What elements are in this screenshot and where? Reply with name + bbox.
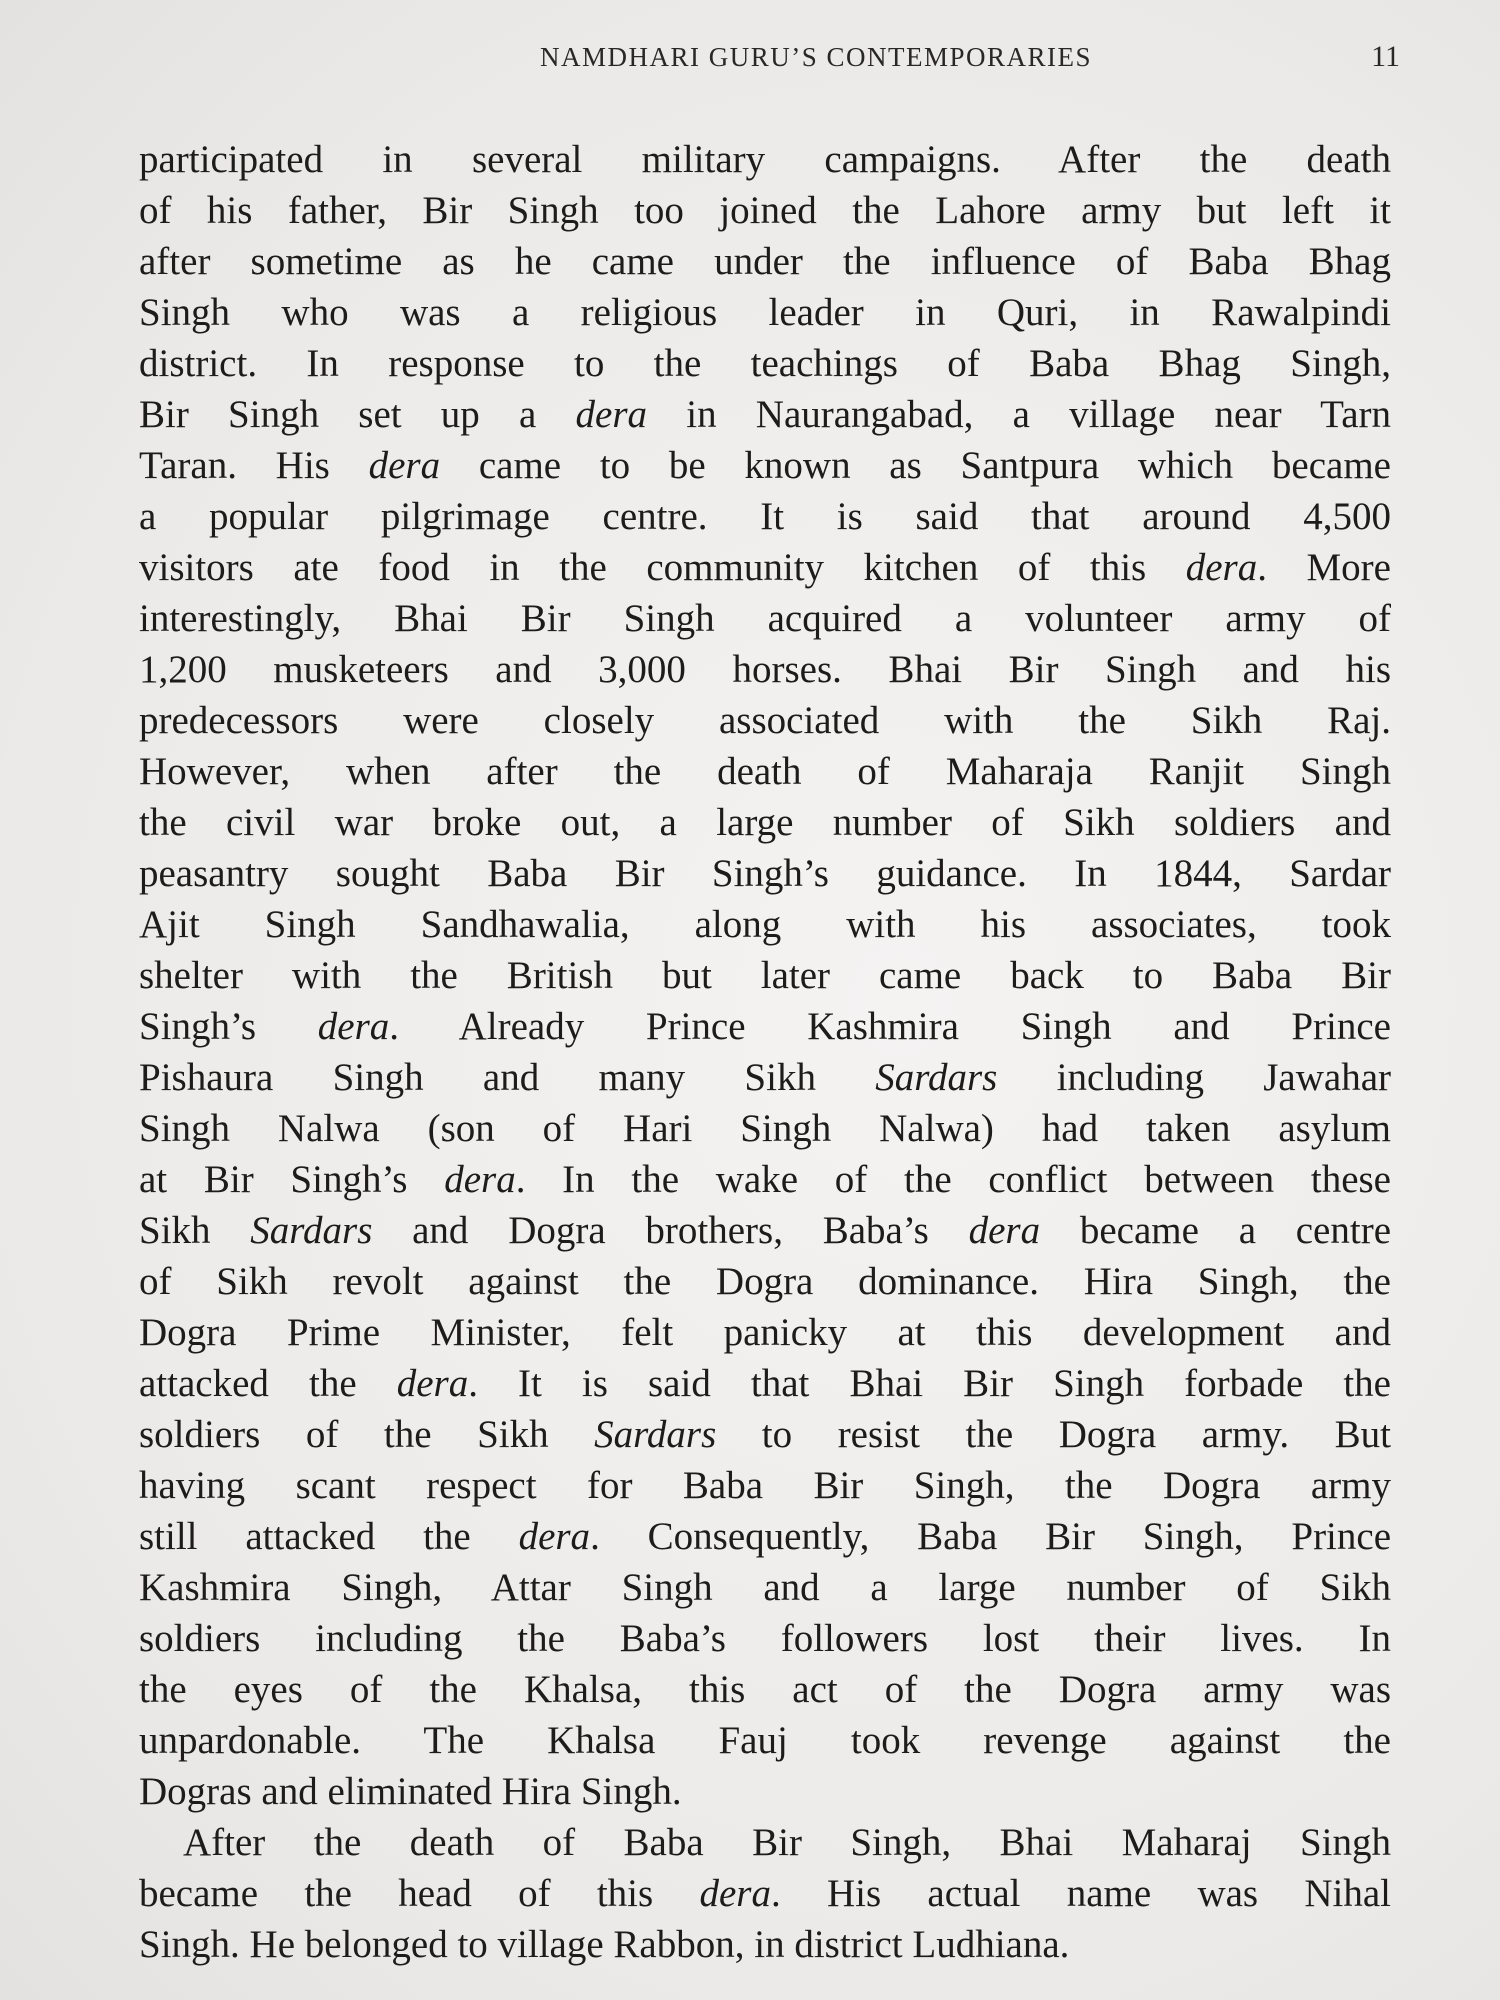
- text-line: [139, 1409, 1391, 1460]
- text-line: [139, 542, 1391, 593]
- text-run: Ajit Singh Sandhawalia, along with his associates, took: [139, 903, 1391, 946]
- italic-term: dera: [396, 1362, 469, 1405]
- italic-term: dera: [518, 1515, 591, 1558]
- text-run: after sometime as he came under the influence of Baba Bhag: [139, 240, 1391, 283]
- text-run: . It is said that Bhai Bir Singh forbade the: [468, 1362, 1391, 1405]
- text-line: [139, 185, 1391, 236]
- text-line: [139, 1205, 1391, 1256]
- text-line: [139, 1256, 1391, 1307]
- italic-term: dera: [368, 444, 441, 487]
- text-run: Kashmira Singh, Attar Singh and a large number of Sikh: [139, 1566, 1391, 1609]
- text-run: . Already Prince Kashmira Singh and Prince: [389, 1005, 1391, 1048]
- page-number: 11: [1371, 40, 1400, 73]
- text-line: [139, 950, 1391, 1001]
- body-text: [139, 134, 1391, 1970]
- italic-term: dera: [968, 1209, 1041, 1252]
- text-line: [139, 491, 1391, 542]
- text-run: Pishaura Singh and many Sikh: [139, 1056, 876, 1099]
- text-run: including Jawahar: [997, 1056, 1391, 1099]
- text-run: became the head of this: [139, 1872, 700, 1915]
- text-line: [139, 1562, 1391, 1613]
- text-line: [139, 644, 1391, 695]
- text-run: district. In response to the teachings of Baba Bhag Singh,: [139, 342, 1391, 385]
- running-head: [540, 42, 1400, 82]
- text-run: the eyes of the Khalsa, this act of the Dogra army was: [139, 1668, 1391, 1711]
- text-line: [139, 440, 1391, 491]
- italic-term: dera: [699, 1872, 771, 1915]
- text-run: attacked the: [139, 1362, 397, 1405]
- text-run: . In the wake of the conflict between these: [515, 1158, 1391, 1201]
- text-line: [139, 338, 1391, 389]
- text-run: Singh Nalwa (son of Hari Singh Nalwa) had taken asylum: [139, 1107, 1391, 1150]
- text-run: Taran. His: [139, 444, 369, 487]
- italic-term: dera: [317, 1005, 390, 1048]
- text-line: [139, 1358, 1391, 1409]
- text-line: [139, 1664, 1391, 1715]
- text-line: [139, 287, 1391, 338]
- text-run: the civil war broke out, a large number of Sikh soldiers and: [139, 801, 1391, 844]
- text-run: 1,200 musketeers and 3,000 horses. Bhai Bir Singh and his: [139, 648, 1391, 691]
- text-run: . His actual name was Nihal: [770, 1872, 1392, 1915]
- text-run: still attacked the: [139, 1515, 519, 1558]
- italic-term: dera: [575, 393, 648, 436]
- text-line: [139, 1511, 1391, 1562]
- text-line: [139, 236, 1391, 287]
- text-run: having scant respect for Baba Bir Singh, the Dogra army: [139, 1464, 1391, 1507]
- text-run: at Bir Singh’s: [139, 1158, 445, 1201]
- text-line: [139, 1766, 1391, 1817]
- text-line: [139, 797, 1391, 848]
- text-run: Bir Singh set up a: [139, 393, 576, 436]
- text-line: [139, 1460, 1391, 1511]
- text-run: a popular pilgrimage centre. It is said that around 4,500: [139, 495, 1391, 538]
- text-run: unpardonable. The Khalsa Fauj took revenge against the: [139, 1719, 1391, 1762]
- text-line: [139, 695, 1391, 746]
- text-line: [139, 1613, 1391, 1664]
- text-run: interestingly, Bhai Bir Singh acquired a volunteer army of: [139, 597, 1391, 640]
- text-run: came to be known as Santpura which became: [440, 444, 1391, 487]
- text-run: However, when after the death of Maharaja Ranjit Singh: [139, 750, 1391, 793]
- chapter-title: NAMDHARI GURU’S CONTEMPORARIES: [540, 42, 1093, 72]
- text-line: [139, 1052, 1391, 1103]
- text-run: and Dogra brothers, Baba’s: [372, 1209, 969, 1252]
- text-line: [139, 389, 1391, 440]
- text-run: shelter with the British but later came back to Baba Bir: [139, 954, 1391, 997]
- italic-term: Sardars: [875, 1056, 998, 1099]
- text-line: [139, 1817, 1391, 1868]
- text-line: [139, 1103, 1391, 1154]
- text-run: of his father, Bir Singh too joined the Lahore army but left it: [139, 189, 1391, 232]
- text-line: [139, 1868, 1391, 1919]
- text-run: Singh who was a religious leader in Quri, in Rawalpindi: [139, 291, 1391, 334]
- text-run: Dogra Prime Minister, felt panicky at this development and: [139, 1311, 1391, 1354]
- text-run: visitors ate food in the community kitchen of this: [139, 546, 1186, 589]
- text-run: Dogras and eliminated Hira Singh.: [139, 1770, 682, 1813]
- italic-term: dera: [444, 1158, 516, 1201]
- text-run: predecessors were closely associated with the Sikh Raj.: [139, 699, 1391, 742]
- text-run: soldiers of the Sikh: [139, 1413, 595, 1456]
- italic-term: dera: [1185, 546, 1258, 589]
- text-run: became a centre: [1040, 1209, 1392, 1252]
- text-line: [139, 746, 1391, 797]
- text-run: of Sikh revolt against the Dogra dominance. Hira Singh, the: [139, 1260, 1391, 1303]
- text-run: After the death of Baba Bir Singh, Bhai Maharaj Singh: [183, 1821, 1391, 1864]
- text-run: Sikh: [139, 1209, 251, 1252]
- text-line: [139, 1001, 1391, 1052]
- text-line: [139, 593, 1391, 644]
- text-run: Singh. He belonged to village Rabbon, in district Ludhiana.: [139, 1923, 1070, 1966]
- text-line: [139, 848, 1391, 899]
- text-run: peasantry sought Baba Bir Singh’s guidance. In 1844, Sardar: [139, 852, 1391, 895]
- text-line: [139, 1919, 1391, 1970]
- text-run: . Consequently, Baba Bir Singh, Prince: [590, 1515, 1392, 1558]
- text-run: soldiers including the Baba’s followers lost their lives. In: [139, 1617, 1391, 1660]
- text-run: Singh’s: [139, 1005, 318, 1048]
- text-run: to resist the Dogra army. But: [716, 1413, 1392, 1456]
- text-run: in Naurangabad, a village near Tarn: [647, 393, 1391, 436]
- text-line: [139, 134, 1391, 185]
- text-line: [139, 1307, 1391, 1358]
- italic-term: Sardars: [250, 1209, 373, 1252]
- italic-term: Sardars: [594, 1413, 717, 1456]
- text-line: [139, 1715, 1391, 1766]
- text-run: participated in several military campaigns. After the death: [139, 138, 1391, 181]
- text-run: . More: [1257, 546, 1391, 589]
- text-line: [139, 899, 1391, 950]
- text-line: [139, 1154, 1391, 1205]
